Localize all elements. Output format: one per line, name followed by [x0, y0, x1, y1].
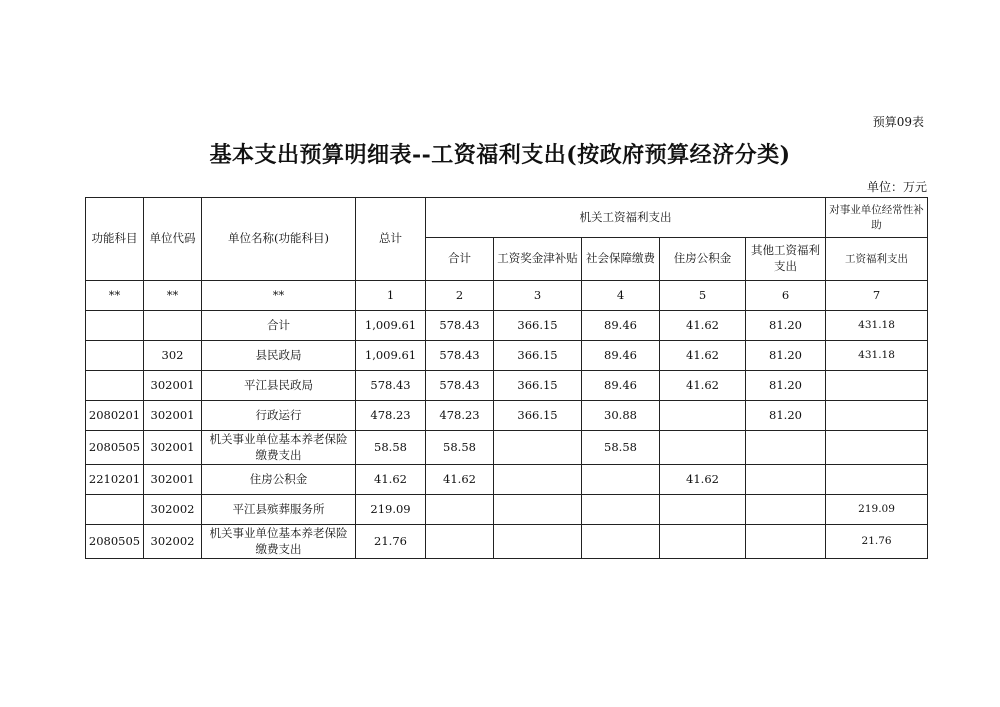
other-welfare-cell: 81.20 — [746, 371, 826, 401]
org-total-cell: 478.23 — [426, 401, 494, 431]
index-cell: ** — [202, 281, 356, 311]
wages-cell: 366.15 — [494, 401, 582, 431]
housing-fund-cell: 41.62 — [660, 311, 746, 341]
org-total-cell: 41.62 — [426, 465, 494, 495]
index-cell: 3 — [494, 281, 582, 311]
unit-name-cell: 机关事业单位基本养老保险缴费支出 — [202, 525, 356, 559]
unit-code-cell: 302 — [144, 341, 202, 371]
unit-code-cell: 302002 — [144, 525, 202, 559]
total-cell: 1,009.61 — [356, 311, 426, 341]
total-cell: 41.62 — [356, 465, 426, 495]
unit-code-cell: 302002 — [144, 495, 202, 525]
header-sub-social-security: 社会保障缴费 — [582, 238, 660, 281]
subsidy-welfare-cell — [826, 371, 928, 401]
unit-name-cell: 平江县民政局 — [202, 371, 356, 401]
unit-code-cell: 302001 — [144, 371, 202, 401]
org-total-cell — [426, 495, 494, 525]
budget-table — [85, 197, 928, 559]
housing-fund-cell — [660, 495, 746, 525]
wages-cell: 366.15 — [494, 341, 582, 371]
func-code-cell — [86, 341, 144, 371]
social-security-cell: 89.46 — [582, 311, 660, 341]
housing-fund-cell: 41.62 — [660, 341, 746, 371]
unit-name-cell: 合计 — [202, 311, 356, 341]
index-cell: ** — [144, 281, 202, 311]
unit-name-cell: 平江县殡葬服务所 — [202, 495, 356, 525]
other-welfare-cell: 81.20 — [746, 311, 826, 341]
wages-cell: 366.15 — [494, 311, 582, 341]
table-row — [86, 495, 928, 525]
wages-cell: 366.15 — [494, 371, 582, 401]
social-security-cell: 58.58 — [582, 431, 660, 465]
org-total-cell: 578.43 — [426, 371, 494, 401]
index-cell: ** — [86, 281, 144, 311]
social-security-cell — [582, 465, 660, 495]
func-code-cell — [86, 311, 144, 341]
housing-fund-cell — [660, 401, 746, 431]
header-sub-other-welfare: 其他工资福利支出 — [746, 238, 826, 281]
subsidy-welfare-cell: 431.18 — [826, 341, 928, 371]
table-row — [86, 371, 928, 401]
social-security-cell — [582, 525, 660, 559]
housing-fund-cell: 41.62 — [660, 371, 746, 401]
header-sub-salary-welfare: 工资福利支出 — [826, 238, 928, 281]
table-row — [86, 431, 928, 465]
table-row — [86, 465, 928, 495]
table-row — [86, 311, 928, 341]
header-org-salary-group: 机关工资福利支出 — [426, 198, 826, 238]
total-cell: 478.23 — [356, 401, 426, 431]
index-cell: 4 — [582, 281, 660, 311]
wages-cell — [494, 431, 582, 465]
subsidy-welfare-cell — [826, 465, 928, 495]
other-welfare-cell — [746, 525, 826, 559]
table-row — [86, 341, 928, 371]
index-cell: 5 — [660, 281, 746, 311]
total-cell: 219.09 — [356, 495, 426, 525]
org-total-cell — [426, 525, 494, 559]
wages-cell — [494, 465, 582, 495]
index-cell: 7 — [826, 281, 928, 311]
func-code-cell: 2210201 — [86, 465, 144, 495]
table-body — [86, 311, 928, 559]
social-security-cell: 89.46 — [582, 341, 660, 371]
unit-code-cell — [144, 311, 202, 341]
unit-name-cell: 住房公积金 — [202, 465, 356, 495]
func-code-cell — [86, 495, 144, 525]
index-cell: 2 — [426, 281, 494, 311]
func-code-cell: 2080505 — [86, 431, 144, 465]
header-unit-name: 单位名称(功能科目) — [202, 198, 356, 281]
unit-code-cell: 302001 — [144, 431, 202, 465]
total-cell: 578.43 — [356, 371, 426, 401]
form-number: 预算09表 — [872, 115, 924, 129]
index-cell: 6 — [746, 281, 826, 311]
other-welfare-cell: 81.20 — [746, 341, 826, 371]
housing-fund-cell — [660, 525, 746, 559]
social-security-cell: 30.88 — [582, 401, 660, 431]
total-cell: 1,009.61 — [356, 341, 426, 371]
other-welfare-cell: 81.20 — [746, 401, 826, 431]
org-total-cell: 58.58 — [426, 431, 494, 465]
unit-label: 单位：万元 — [866, 180, 927, 194]
unit-name-cell: 机关事业单位基本养老保险缴费支出 — [202, 431, 356, 465]
other-welfare-cell — [746, 495, 826, 525]
header-sub-total: 合计 — [426, 238, 494, 281]
unit-code-cell: 302001 — [144, 401, 202, 431]
total-cell: 21.76 — [356, 525, 426, 559]
header-subsidy-group: 对事业单位经常性补助 — [826, 198, 928, 238]
other-welfare-cell — [746, 465, 826, 495]
subsidy-welfare-cell — [826, 431, 928, 465]
social-security-cell: 89.46 — [582, 371, 660, 401]
wages-cell — [494, 525, 582, 559]
total-cell: 58.58 — [356, 431, 426, 465]
org-total-cell: 578.43 — [426, 341, 494, 371]
table-row — [86, 401, 928, 431]
housing-fund-cell — [660, 431, 746, 465]
unit-name-cell: 县民政局 — [202, 341, 356, 371]
header-sub-housing-fund: 住房公积金 — [660, 238, 746, 281]
func-code-cell: 2080505 — [86, 525, 144, 559]
header-sub-wages: 工资奖金津补贴 — [494, 238, 582, 281]
table-row — [86, 525, 928, 559]
wages-cell — [494, 495, 582, 525]
header-unit-code: 单位代码 — [144, 198, 202, 281]
unit-code-cell: 302001 — [144, 465, 202, 495]
header-func-code: 功能科目 — [86, 198, 144, 281]
header-total: 总计 — [356, 198, 426, 281]
index-cell: 1 — [356, 281, 426, 311]
unit-name-cell: 行政运行 — [202, 401, 356, 431]
subsidy-welfare-cell: 21.76 — [826, 525, 928, 559]
subsidy-welfare-cell — [826, 401, 928, 431]
func-code-cell — [86, 371, 144, 401]
table-header — [86, 198, 928, 311]
subsidy-welfare-cell: 219.09 — [826, 495, 928, 525]
page-title: 基本支出预算明细表--工资福利支出(按政府预算经济分类) — [209, 142, 791, 168]
housing-fund-cell: 41.62 — [660, 465, 746, 495]
subsidy-welfare-cell: 431.18 — [826, 311, 928, 341]
social-security-cell — [582, 495, 660, 525]
org-total-cell: 578.43 — [426, 311, 494, 341]
other-welfare-cell — [746, 431, 826, 465]
func-code-cell: 2080201 — [86, 401, 144, 431]
